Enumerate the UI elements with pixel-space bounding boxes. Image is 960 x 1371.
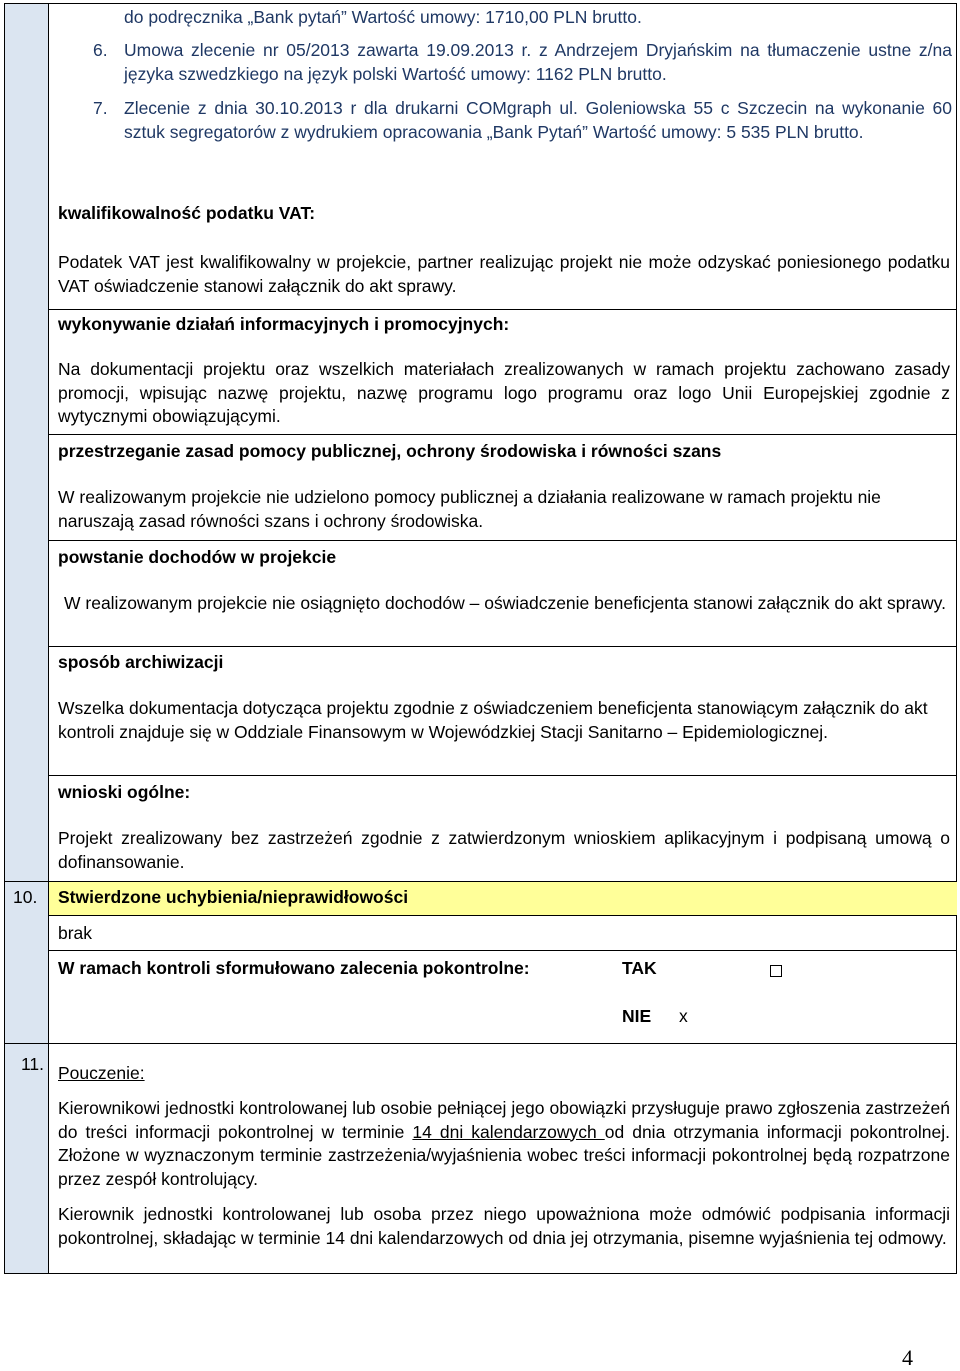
section-body: Wszelka dokumentacja dotycząca projektu zgodnie z oświadczeniem beneficjenta stanowiącym załącznik do akt kontroli znajduje się w Oddziale Finansowym w Wojewódzkiej Stacji Sanitarno – Epidemiologicznej. [58, 698, 928, 742]
recommendation-question: W ramach kontroli sformułowano zalecenia pokontrolne: [58, 958, 530, 978]
section-heading: Stwierdzone uchybienia/nieprawidłowości [58, 887, 409, 907]
section-body: W realizowanym projekcie nie udzielono pomocy publicznej a działania realizowane w ramach projektu nie naruszają zasad równości szans i ochrony środowiska. [58, 487, 881, 531]
section-body: Projekt zrealizowany bez zastrzeżeń zgodnie z zatwierdzonym wnioskiem aplikacyjnym i podpisaną umową o dofinansowanie. [58, 828, 950, 872]
divider [49, 646, 957, 647]
list-item-number: 6. [93, 40, 108, 60]
section-body [58, 1097, 950, 1191]
list-item [93, 39, 952, 86]
list-item-text: Umowa zlecenie nr 05/2013 zawarta 19.09.2013 r. z Andrzejem Dryjańskim na tłumaczenie ustne z/na języka szwedzkiego na język polski Wartość umowy: 1162 PLN brutto. [124, 40, 952, 84]
divider [49, 950, 957, 951]
section-number: 10. [13, 887, 38, 907]
list-item-number: 7. [93, 98, 108, 118]
page-number: 4 [902, 1344, 913, 1370]
section-vat [49, 202, 956, 226]
divider [49, 540, 957, 541]
pouczenie-text: od dnia otrzymania informacji pokontrolnej. Złożone w wyznaczonym terminie zastrzeżenia/wyjaśnienia wobec treści informacji pokontrolnej będą rozpatrzone przez zespół kontrolujący. [58, 1121, 950, 1189]
divider [49, 775, 957, 776]
list-item [93, 97, 952, 144]
pouczenie-text: Kierownikowi jednostki kontrolowanej lub osobie pełniącej jego obowiązki przysługuje prawo zgłoszenia zastrzeżeń do treści informacji pokontrolnej w terminie [58, 1098, 950, 1142]
section-body: Podatek VAT jest kwalifikowalny w projekcie, partner realizując projekt nie może odzyskać poniesionego podatku VAT oświadczenie stanowi załącznik do akt sprawy. [58, 252, 950, 296]
table-frame [4, 3, 957, 1274]
divider [49, 434, 957, 435]
section-body: Na dokumentacji projektu oraz wszelkich materiałach zrealizowanych w ramach projektu zachowano zasady promocji, wpisując nazwę projektu, nazwę programu logo programu oraz logo Unii Europejskiej zgodnie z wytycznymi obowiązującymi. [58, 359, 950, 426]
section-heading: powstanie dochodów w projekcie [58, 547, 337, 567]
list-item-text: Zlecenie z dnia 30.10.2013 r dla drukarni COMgraph ul. Goleniowska 55 c Szczecin na wykonanie 60 sztuk segregatorów z wydrukiem opracowania „Bank Pytań” Wartość umowy: 5 535 PLN brutto. [124, 98, 952, 142]
deadline-text: 14 dni kalendarzowych [412, 1121, 605, 1142]
nie-mark[interactable]: x [679, 1006, 688, 1026]
tak-checkbox[interactable] [770, 965, 782, 977]
section-body: W realizowanym projekcie nie osiągnięto dochodów – oświadczenie beneficjenta stanowi załącznik do akt sprawy. [64, 593, 946, 613]
section-heading: kwalifikowalność podatku VAT: [58, 203, 316, 223]
divider [4, 1043, 957, 1044]
intro-line: do podręcznika „Bank pytań” Wartość umowy: 1710,00 PLN brutto. [124, 7, 642, 27]
section-heading: wnioski ogólne: [58, 782, 191, 802]
section-number: 11. [21, 1054, 45, 1074]
section-heading: Pouczenie: [58, 1063, 145, 1083]
finding-value: brak [58, 923, 93, 943]
divider [49, 309, 957, 310]
section-heading: sposób archiwizacji [58, 652, 224, 672]
tak-label: TAK [622, 958, 657, 978]
contract-list [93, 39, 952, 144]
section-heading: wykonywanie działań informacyjnych i promocyjnych: [58, 314, 510, 334]
section-body: Kierownik jednostki kontrolowanej lub osoba przez niego upoważniona może odmówić podpisania informacji pokontrolnej, składając w terminie 14 dni kalendarzowych od dnia jej otrzymania, pisemne wyjaśnienia tej odmowy. [58, 1204, 950, 1248]
nie-label: NIE [622, 1006, 652, 1026]
section-heading: przestrzeganie zasad pomocy publicznej, ochrony środowiska i równości szans [58, 441, 722, 461]
